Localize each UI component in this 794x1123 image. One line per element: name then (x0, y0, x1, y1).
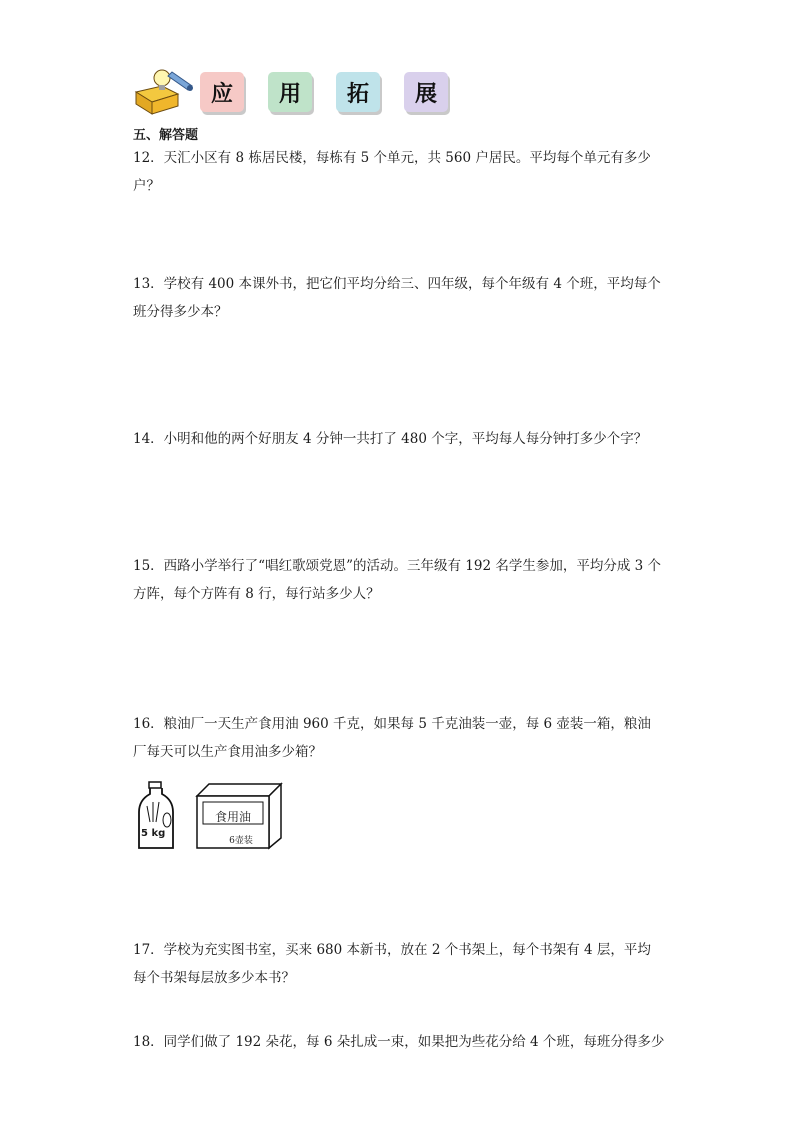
section-title: 五、解答题 (133, 128, 199, 143)
question-12: 12．天汇小区有 8 栋居民楼，每栋有 5 个单元，共 560 户居民。平均每个单元有多少户？ (133, 150, 651, 194)
banner-tile: 应 (200, 72, 244, 112)
bottle-weight-label: 5 kg (141, 828, 166, 839)
toolbox-lightbulb-icon (132, 66, 198, 116)
box-label: 食用油 (214, 810, 251, 824)
question-17: 17．学校为充实图书室，买来 680 本新书，放在 2 个书架上，每个书架有 4 层，平均每个书架每层放多少本书？ (133, 942, 651, 986)
question-14: 14．小明和他的两个好朋友 4 分钟一共打了 480 个字，平均每人每分钟打多少个字？ (133, 431, 648, 447)
banner-tile: 用 (268, 72, 312, 112)
oil-bottle-icon (135, 780, 177, 852)
oil-illustration (135, 780, 285, 852)
question-13: 13．学校有 400 本课外书，把它们平均分给三、四年级，每个年级有 4 个班，平均每个班分得多少本？ (133, 276, 661, 320)
question-15: 15．西路小学举行了“唱红歌颂党恩”的活动。三年级有 192 名学生参加，平均分成 3 个方阵，每个方阵有 8 行，每行站多少人？ (133, 558, 662, 602)
banner-tile: 拓 (336, 72, 380, 112)
box-sub-label: 6壶装 (229, 836, 253, 846)
banner-tile: 展 (404, 72, 448, 112)
question-18: 18．同学们做了 192 朵花，每 6 朵扎成一束，如果把为些花分给 4 个班，每班分得多少 (133, 1034, 665, 1050)
section-banner (132, 66, 437, 116)
question-16: 16．粮油厂一天生产食用油 960 千克，如果每 5 千克油装一壶，每 6 壶装一箱，粮油厂每天可以生产食用油多少箱？ (133, 716, 651, 760)
